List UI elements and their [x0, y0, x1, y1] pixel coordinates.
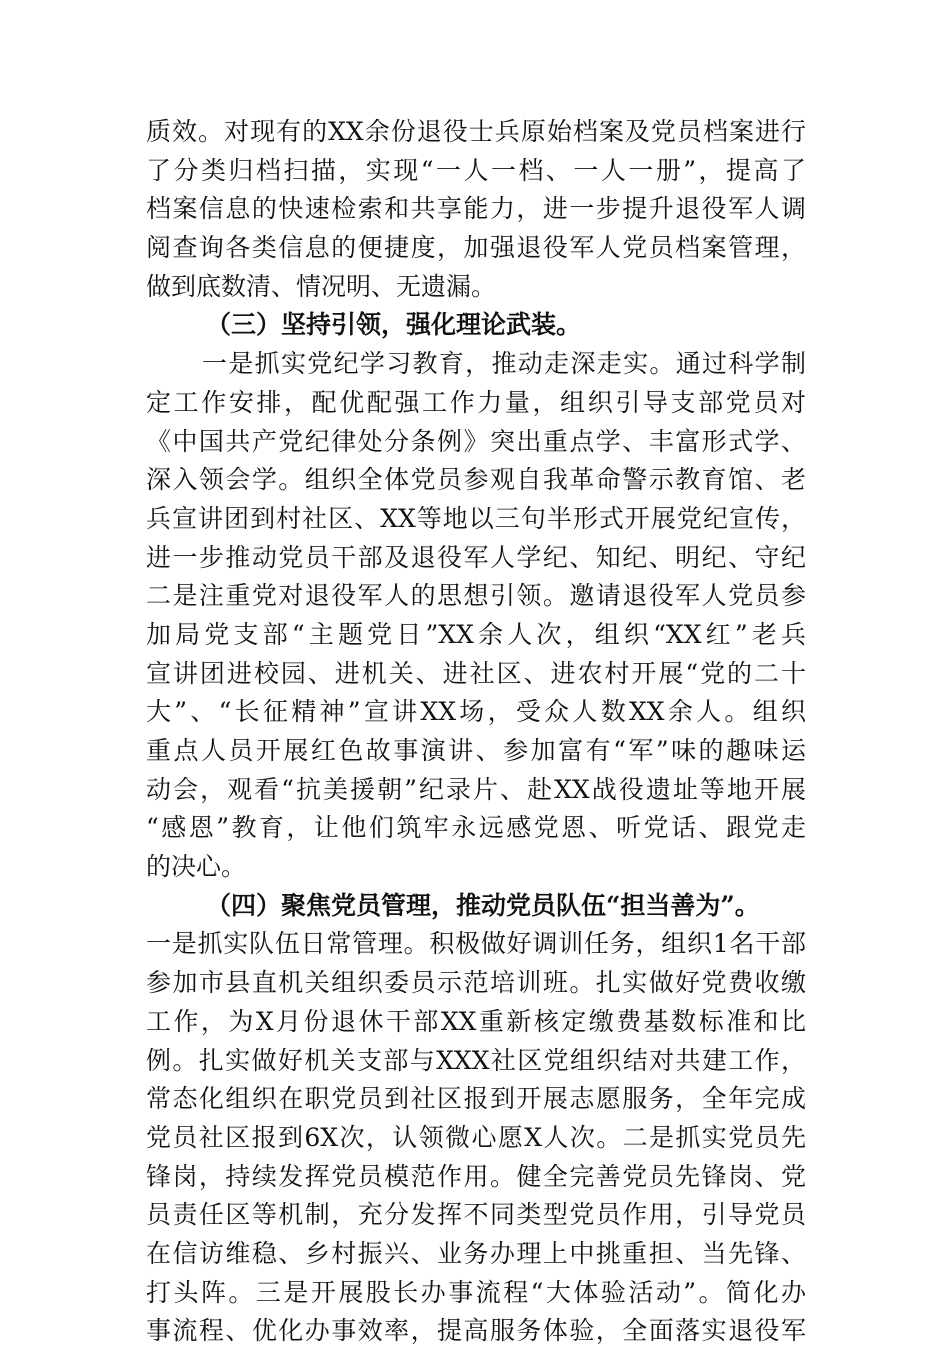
paragraph-line: 常态化组织在职党员到社区报到开展志愿服务，全年完成	[146, 1084, 806, 1114]
paragraph-line: 在信访维稳、乡村振兴、业务办理上中挑重担、当先锋、	[146, 1238, 806, 1268]
paragraph-line: 深入领会学。组织全体党员参观自我革命警示教育馆、老	[146, 465, 806, 495]
paragraph-line: 兵宣讲团到村社区、XX等地以三句半形式开展党纪宣传，	[146, 503, 806, 533]
paragraph-line: 二是注重党对退役军人的思想引领。邀请退役军人党员参	[146, 581, 806, 611]
paragraph-line: 宣讲团进校园、进机关、进社区、进农村开展“党的二十	[146, 658, 806, 688]
paragraph-line: “感恩”教育，让他们筑牢永远感党恩、听党话、跟党走	[146, 813, 806, 843]
document-body	[146, 113, 806, 1351]
paragraph-line: 重点人员开展红色故事演讲、参加富有“军”味的趣味运	[146, 736, 806, 765]
paragraph-line: 的决心。	[146, 852, 247, 882]
paragraph-line: 锋岗，持续发挥党员模范作用。健全完善党员先锋岗、党	[146, 1161, 806, 1191]
paragraph-line: 参加市县直机关组织委员示范培训班。扎实做好党费收缴	[146, 968, 806, 998]
paragraph-line: 档案信息的快速检索和共享能力，进一步提升退役军人调	[146, 194, 806, 224]
paragraph-line: 《中国共产党纪律处分条例》突出重点学、丰富形式学、	[146, 426, 806, 456]
paragraph-line: 工作，为X月份退休干部XX重新核定缴费基数标准和比	[146, 1006, 806, 1036]
paragraph-line: 例。扎实做好机关支部与XXX社区党组织结对共建工作，	[146, 1045, 806, 1075]
paragraph-line: 一是抓实党纪学习教育，推动走深走实。通过科学制	[202, 349, 806, 379]
paragraph-line: 党员社区报到6X次，认领微心愿X人次。二是抓实党员先	[146, 1122, 806, 1152]
paragraph-line: 打头阵。三是开展股长办事流程“大体验活动”。简化办	[146, 1277, 806, 1307]
paragraph-line: 一是抓实队伍日常管理。积极做好调训任务，组织1名干部	[146, 929, 806, 959]
paragraph-line: 定工作安排，配优配强工作力量，组织引导支部党员对	[146, 387, 806, 417]
paragraph-line: 动会，观看“抗美援朝”纪录片、赴XX战役遗址等地开展	[146, 774, 806, 804]
paragraph-line: 做到底数清、情况明、无遗漏。	[146, 271, 497, 301]
section-heading-3: （三）坚持引领，强化理论武装。	[206, 310, 582, 340]
section-heading-4: （四）聚焦党员管理，推动党员队伍“担当善为”。	[206, 890, 760, 920]
paragraph-line: 大”、“长征精神”宣讲XX场，受众人数XX余人。组织	[146, 697, 806, 727]
paragraph-line: 员责任区等机制，充分发挥不同类型党员作用，引导党员	[146, 1200, 806, 1230]
paragraph-line: 加局党支部“主题党日”XX余人次，组织“XX红”老兵	[146, 619, 806, 649]
paragraph-line: 事流程、优化办事效率，提高服务体验，全面落实退役军	[146, 1316, 806, 1346]
paragraph-line: 质效。对现有的XX余份退役士兵原始档案及党员档案进行	[146, 117, 806, 146]
paragraph-line: 阅查询各类信息的便捷度，加强退役军人党员档案管理，	[146, 233, 806, 263]
paragraph-line: 进一步推动党员干部及退役军人学纪、知纪、明纪、守纪	[146, 542, 806, 572]
paragraph-line: 了分类归档扫描，实现“一人一档、一人一册”，提高了	[146, 155, 806, 185]
